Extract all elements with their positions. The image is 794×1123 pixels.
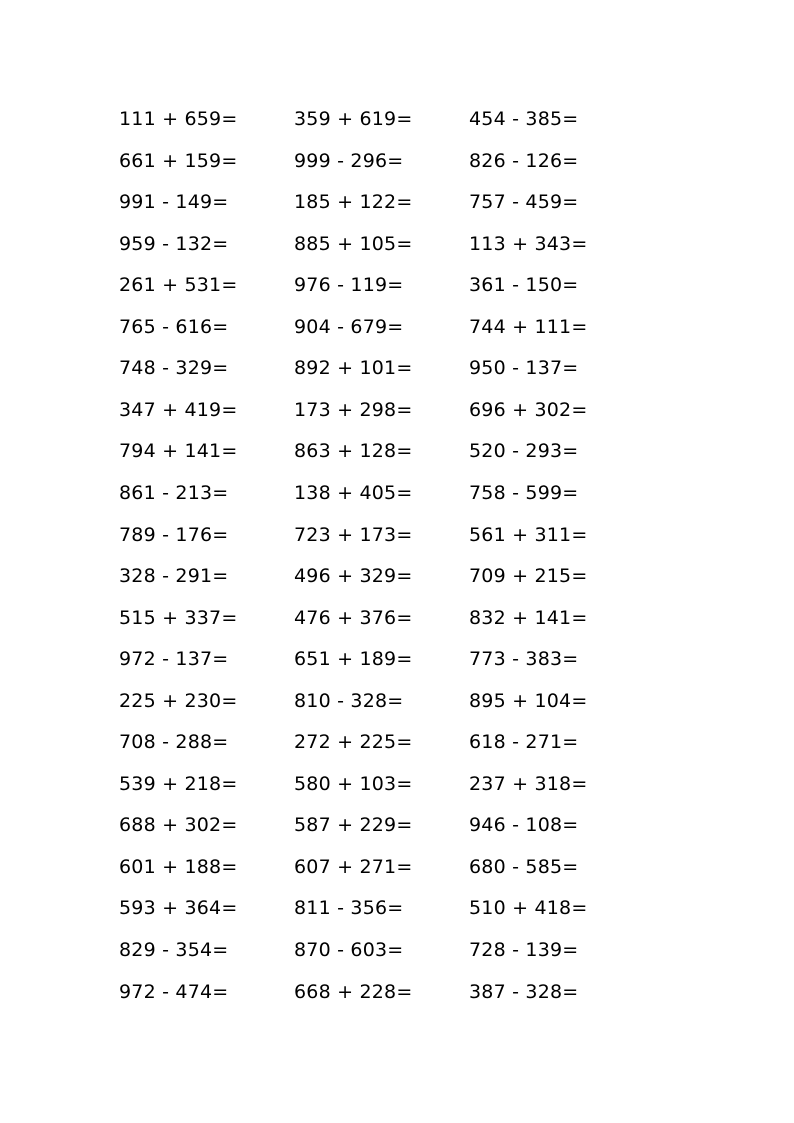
math-problem: 515 + 337=: [119, 606, 238, 629]
math-problem: 113 + 343=: [469, 232, 588, 255]
math-problem: 758 - 599=: [469, 481, 579, 504]
math-problem: 972 - 137=: [119, 648, 229, 671]
math-problem: 976 - 119=: [294, 274, 404, 297]
math-problem: 261 + 531=: [119, 274, 238, 297]
math-problem: 651 + 189=: [294, 648, 413, 671]
math-problem: 904 - 679=: [294, 315, 404, 338]
math-problem: 757 - 459=: [469, 191, 579, 214]
math-problem: 946 - 108=: [469, 814, 579, 837]
math-problem: 607 + 271=: [294, 855, 413, 878]
math-problem: 237 + 318=: [469, 772, 588, 795]
math-problem: 991 - 149=: [119, 191, 229, 214]
math-problem: 454 - 385=: [469, 108, 579, 130]
math-problem: 539 + 218=: [119, 772, 238, 795]
math-problem: 723 + 173=: [294, 523, 413, 546]
math-problem: 601 + 188=: [119, 855, 238, 878]
math-problem: 173 + 298=: [294, 398, 413, 421]
math-problem: 185 + 122=: [294, 191, 413, 214]
math-problem: 826 - 126=: [469, 149, 579, 172]
math-problem: 765 - 616=: [119, 315, 229, 338]
math-problem: 728 - 139=: [469, 939, 579, 961]
math-problem: 387 - 328=: [469, 980, 579, 1003]
math-problem: 696 + 302=: [469, 398, 588, 421]
math-problem: 688 + 302=: [119, 814, 238, 837]
math-problem: 999 - 296=: [294, 149, 404, 172]
math-problem: 789 - 176=: [119, 523, 229, 546]
math-problem: 709 + 215=: [469, 565, 588, 587]
math-problem: 829 - 354=: [119, 939, 229, 961]
math-problem: 680 - 585=: [469, 855, 579, 878]
math-problem: 863 + 128=: [294, 440, 413, 463]
math-problem: 510 + 418=: [469, 897, 588, 920]
math-problem: 895 + 104=: [469, 689, 588, 712]
math-problem: 870 - 603=: [294, 939, 404, 961]
math-problem: 708 - 288=: [119, 731, 229, 754]
math-problem: 225 + 230=: [119, 689, 238, 712]
math-problem: 661 + 159=: [119, 149, 238, 172]
math-problem: 972 - 474=: [119, 980, 229, 1003]
math-problem: 111 + 659=: [119, 108, 238, 130]
math-problem: 580 + 103=: [294, 772, 413, 795]
math-problem: 892 + 101=: [294, 357, 413, 380]
math-problem: 811 - 356=: [294, 897, 404, 920]
math-problem: 773 - 383=: [469, 648, 579, 671]
math-problem: 496 + 329=: [294, 565, 413, 587]
math-problem: 810 - 328=: [294, 689, 404, 712]
math-problem: 328 - 291=: [119, 565, 229, 587]
math-problem: 794 + 141=: [119, 440, 238, 463]
math-problem: 950 - 137=: [469, 357, 579, 380]
math-problem: 361 - 150=: [469, 274, 579, 297]
math-problem: 347 + 419=: [119, 398, 238, 421]
math-problem: 748 - 329=: [119, 357, 229, 380]
math-problem: 138 + 405=: [294, 481, 413, 504]
math-problem: 359 + 619=: [294, 108, 413, 130]
math-problem: 561 + 311=: [469, 523, 588, 546]
math-problem: 861 - 213=: [119, 481, 229, 504]
math-problem: 668 + 228=: [294, 980, 413, 1003]
math-problem: 618 - 271=: [469, 731, 579, 754]
math-problem: 587 + 229=: [294, 814, 413, 837]
math-problem: 959 - 132=: [119, 232, 229, 255]
math-problem: 272 + 225=: [294, 731, 413, 754]
math-problem: 593 + 364=: [119, 897, 238, 920]
math-problem: 520 - 293=: [469, 440, 579, 463]
math-problem: 832 + 141=: [469, 606, 588, 629]
math-problem: 885 + 105=: [294, 232, 413, 255]
math-problem: 476 + 376=: [294, 606, 413, 629]
math-problem: 744 + 111=: [469, 315, 588, 338]
